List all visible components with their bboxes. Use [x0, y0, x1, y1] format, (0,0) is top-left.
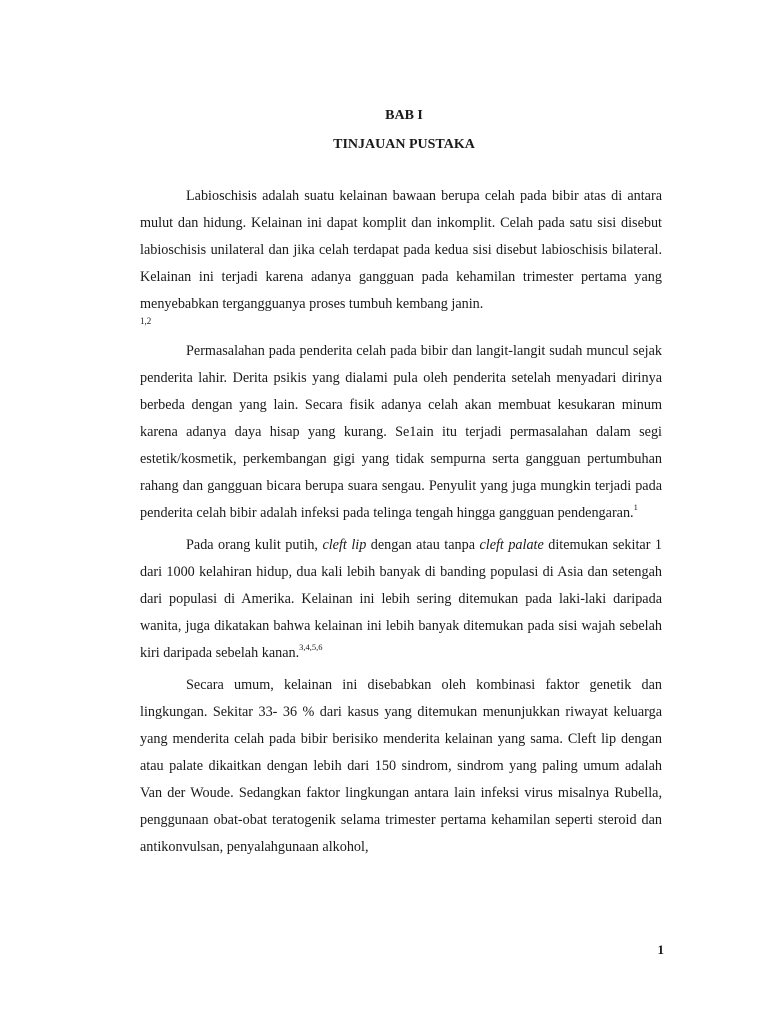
chapter-heading: BAB I	[385, 108, 423, 123]
paragraph-4-text: Secara umum, kelainan ini disebabkan oleh kombinasi faktor genetik dan lingkungan. Sekitar 33- 36 % dari kasus yang ditemukan menunjukkan riwayat keluarga yang menderita celah pada bibir berisiko menderita kelainan yang sama. Cleft lip dengan atau palate dikaitkan dengan lebih dari 150 sindrom, sindrom yang paling umum adalah Van der Woude. Sedangkan faktor lingkungan antara lain infeksi virus misalnya Rubella, penggunaan obat-obat teratogenik selama trimester pertama kehamilan seperti steroid dan antikonvulsan, penyalahgunaan alkohol,	[140, 677, 662, 855]
paragraph-1-text: Labioschisis adalah suatu kelainan bawaan berupa celah pada bibir atas di antara mulut dan hidung. Kelainan ini dapat komplit dan inkomplit. Celah pada satu sisi disebut labioschisis unilateral dan jika celah terdapat pada kedua sisi disebut labioschisis bilateral. Kelainan ini terjadi karena adanya gangguan pada kehamilan trimester pertama yang menyebabkan tergangguanya proses tumbuh kembang janin.	[140, 188, 662, 312]
paragraph-3-lead: Pada orang kulit putih,	[186, 537, 323, 553]
paragraph-2-text: Permasalahan pada penderita celah pada bibir dan langit-langit sudah muncul sejak penderita lahir. Derita psikis yang dialami pula oleh penderita setelah menyadari dirinya berbeda dengan yang lain. Secara fisik adanya celah akan membuat kesukaran minum karena adanya daya hisap yang kurang. Se1ain itu terjadi permasalahan dalam segi estetik/kosmetik, perkembangan gigi yang tidak sempurna serta gangguan pertumbuhan rahang dan gangguan bicara berupa suara sengau. Penyulit yang juga mungkin terjadi pada penderita celah bibir adalah infeksi pada telinga tengah hingga gangguan pendengaran.	[140, 343, 662, 521]
page-number: 1	[657, 942, 664, 957]
paragraph-1	[140, 183, 662, 318]
paragraph-3	[140, 532, 662, 667]
term-cleft-palate: cleft palate	[479, 537, 544, 553]
chapter-title: TINJAUAN PUSTAKA	[333, 137, 475, 152]
paragraph-3-mid: dengan atau tanpa	[366, 537, 480, 553]
citation-3-6: 3,4,5,6	[299, 642, 323, 652]
citation-1-2: 1,2	[140, 316, 152, 326]
body-text	[140, 183, 662, 861]
paragraph-3-rest: ditemukan sekitar 1 dari 1000 kelahiran hidup, dua kali lebih banyak di banding populasi di Asia dan setengah dari populasi di Amerika. Kelainan ini lebih sering ditemukan pada laki-laki daripada wanita, juga dikatakan bahwa kelainan ini lebih banyak ditemukan pada sisi wajah sebelah kiri daripada sebelah kanan.	[140, 537, 662, 661]
term-cleft-lip: cleft lip	[322, 537, 367, 553]
citation-1: 1	[633, 502, 638, 512]
paragraph-2	[140, 338, 662, 527]
paragraph-4	[140, 672, 662, 861]
